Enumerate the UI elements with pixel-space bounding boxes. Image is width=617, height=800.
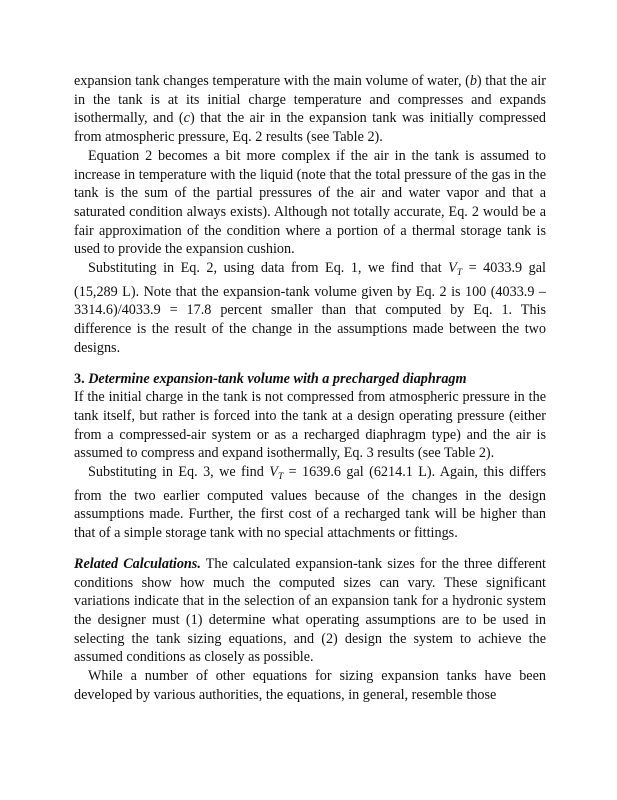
paragraph-assumptions: expansion tank changes temperature with the main volume of water, (b) that the air in the tank is at its initial charge temperature and compresses and expands isothermally, and (c) that the air in the expansion tank was initially compressed from atmospheric pressure, Eq. 2 results (see Table 2). (74, 73, 546, 146)
paragraph-other-equations: While a number of other equations for sizing expansion tanks have been developed by various authorities, the equations, in general, resemble those (74, 668, 546, 703)
paragraph-equation-2: Equation 2 becomes a bit more complex if the air in the tank is assumed to increase in temperature with the liquid (note that the total pressure of the gas in the tank is the sum of the partial pressures of the air and water vapor and that a saturated condition always exists). Although not totally accurate, Eq. 2 would be a fair approximation of the condition where a portion of a thermal storage tank is used to provide the expansion cushion. (74, 147, 546, 258)
paragraph-substituting-eq2: Substituting in Eq. 2, using data from Eq. 1, we find that $V_T = 4033.9$ gal (15,289 L). Note that the expansion-tank volume given by Eq. 2 is 100 (4033.9 – 3314.6)/4033.9 = 17.8 percent smaller than that computed by Eq. 1. This difference is the result of the change in the assumptions made between the two designs. (74, 260, 546, 356)
paragraph-related-calculations: Related Calculations. The calculated expansion-tank sizes for the three different conditions show how much the computed sizes can vary. These significant variations indicate that in the selection of an expansion tank for a hydronic system the designer must (1) determine what operating assumptions are to be used in selecting the tank sizing equations, and (2) design the system to achieve the assumed conditions as closely as possible. (74, 555, 546, 666)
section-heading-step-3: 3. Determine expansion-tank volume with a precharged diaphragm (74, 370, 467, 387)
document-page (74, 72, 546, 705)
paragraph-precharged: If the initial charge in the tank is not compressed from atmospheric pressure in the tank itself, but rather is forced into the tank at a design operating pressure (either from a compressed-air system or as a recharged diaphragm type) and the air is assumed to compress and expand isothermally, Eq. 3 results (see Table 2). (74, 389, 546, 462)
paragraph-substituting-eq3: Substituting in Eq. 3, we find $V_T = 1639.6$ gal (6214.1 L). Again, this differs from the two earlier computed values because of the changes in the design assumptions made. Further, the first cost of a recharged tank will be higher than that of a simple storage tank with no special attachments or fittings. (74, 464, 547, 542)
